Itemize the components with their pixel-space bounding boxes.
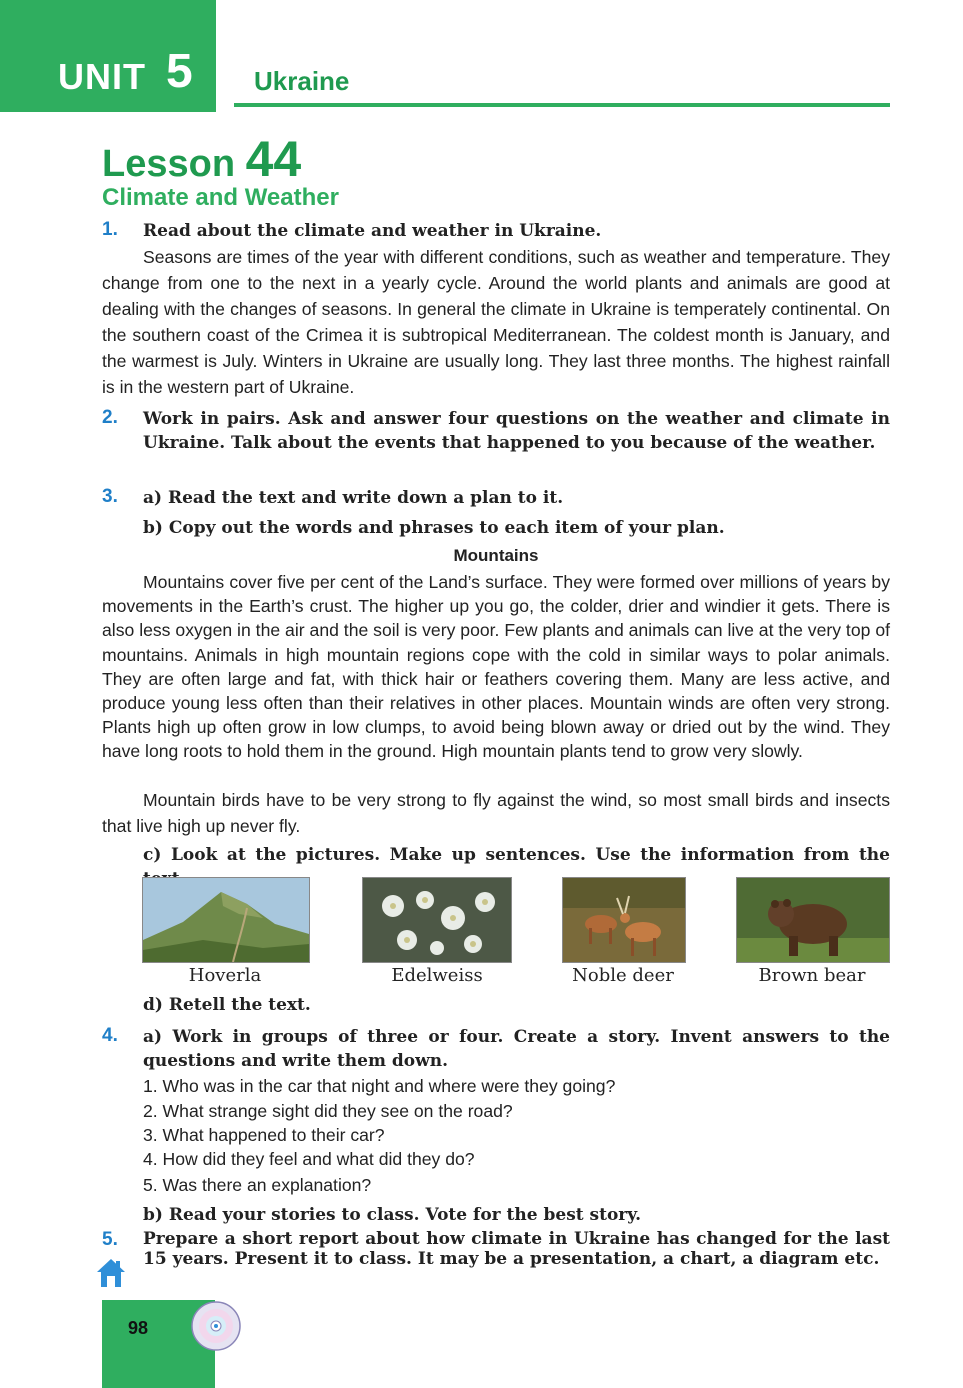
task-2-number: 2. [102,407,118,428]
task-3c-instruction: c) Look at the pictures. Make up sentences. Use the information from the [143,845,890,865]
task-1-instruction: Read about the climate and weather in Ukraine. [143,221,602,241]
task-1-number: 1. [102,219,118,240]
caption-brown-bear: Brown bear [758,965,866,986]
task-4a-instruction: a) Work in groups of three or four. Create a story. Invent answers to the questions and write them down. [143,1027,890,1071]
task-3b-instruction: b) Copy out the words and phrases to each item of your plan. [143,518,725,538]
noble-deer-picture [562,877,686,963]
header-divider [234,103,890,107]
task-1-text [102,244,890,400]
brown-bear-picture [736,877,890,963]
question-5: 5. Was there an explanation? [143,1175,372,1195]
task-3-number: 3. [102,486,118,507]
unit-banner [0,0,216,112]
task-3a-instruction: a) Read the text and write down a plan to it. [143,488,564,508]
question-2: 2. What strange sight did they see on the road? [143,1101,513,1121]
task-1-paragraph: Seasons are times of the year with different conditions, such as weather and temperature. They change from one to the next in a yearly cycle. Around the world plants and animals are good at dealing with the changes of seasons. In general the climate in Ukraine is temperately continental. On the southern coast of the Crimea it is subtropical Mediterranean. The coldest month is January, and the warmest is July. Winters in Ukraine are usually long. They last three months. The highest rainfall is in the western part of Ukraine. [102,247,890,397]
mountains-paragraph-1 [102,570,890,764]
unit-number: 5 [166,45,193,98]
hoverla-picture [142,877,310,963]
unit-label: UNIT [58,56,146,97]
edelweiss-picture [362,877,512,963]
task-5-number: 5. [102,1229,118,1250]
lesson-subtitle: Climate and Weather [102,184,339,211]
task-4b-instruction: b) Read your stories to class. Vote for the best story. [143,1205,642,1225]
mountains-paragraph-2-text: Mountain birds have to be very strong to fly against the wind, so most small birds and insects that live high up never fly. [102,790,890,836]
lesson-number: 44 [245,131,302,187]
task-4-number: 4. [102,1025,118,1046]
caption-noble-deer: Noble deer [572,965,674,986]
page-number: 98 [128,1318,149,1338]
caption-edelweiss: Edelweiss [391,965,483,986]
home-icon [94,1256,128,1295]
task-2-instruction: Work in pairs. Ask and answer four questions on the weather and climate in Ukraine. Talk about the events that happened to you because of the weather. [143,409,890,453]
question-3: 3. What happened to their car? [143,1125,385,1145]
task-3d-instruction: d) Retell the text. [143,995,311,1015]
question-4: 4. How did they feel and what did they do? [143,1149,475,1169]
mountains-paragraph-1-text: Mountains cover five per cent of the Land’s surface. They were formed over millions of years by movements in the Earth’s crust. The higher up you go, the colder, drier and windier it gets. There is also less oxygen in the air and the soil is very poor. Few plants and animals can live at the very top of mountains. Animals in high mountain regions cope with the cold in similar ways to polar animals. They are often large and fat, with thick hair or feathers covering them. Many are less active, and produce young less often than their relatives in other places. Mountain winds are often very strong. Plants high up often grow in low clumps, to avoid being blown away or dried out by the wind. They have long roots to hold them in the ground. High mountain plants tend to grow very slowly. [102,572,890,762]
text-title: Mountains [453,546,539,565]
unit-topic: Ukraine [254,66,350,96]
lesson-title [102,130,301,188]
task-5-instruction: Prepare a short report about how climate in Ukraine has changed for the last 15 years. Present it to class. It may be a presentation, a chart, a diagram etc. [143,1229,890,1269]
question-1: 1. Who was in the car that night and where were they going? [143,1076,616,1096]
caption-hoverla: Hoverla [188,965,262,986]
lesson-word: Lesson [102,143,236,185]
cd-icon [190,1300,242,1357]
mountains-paragraph-2 [102,787,890,839]
